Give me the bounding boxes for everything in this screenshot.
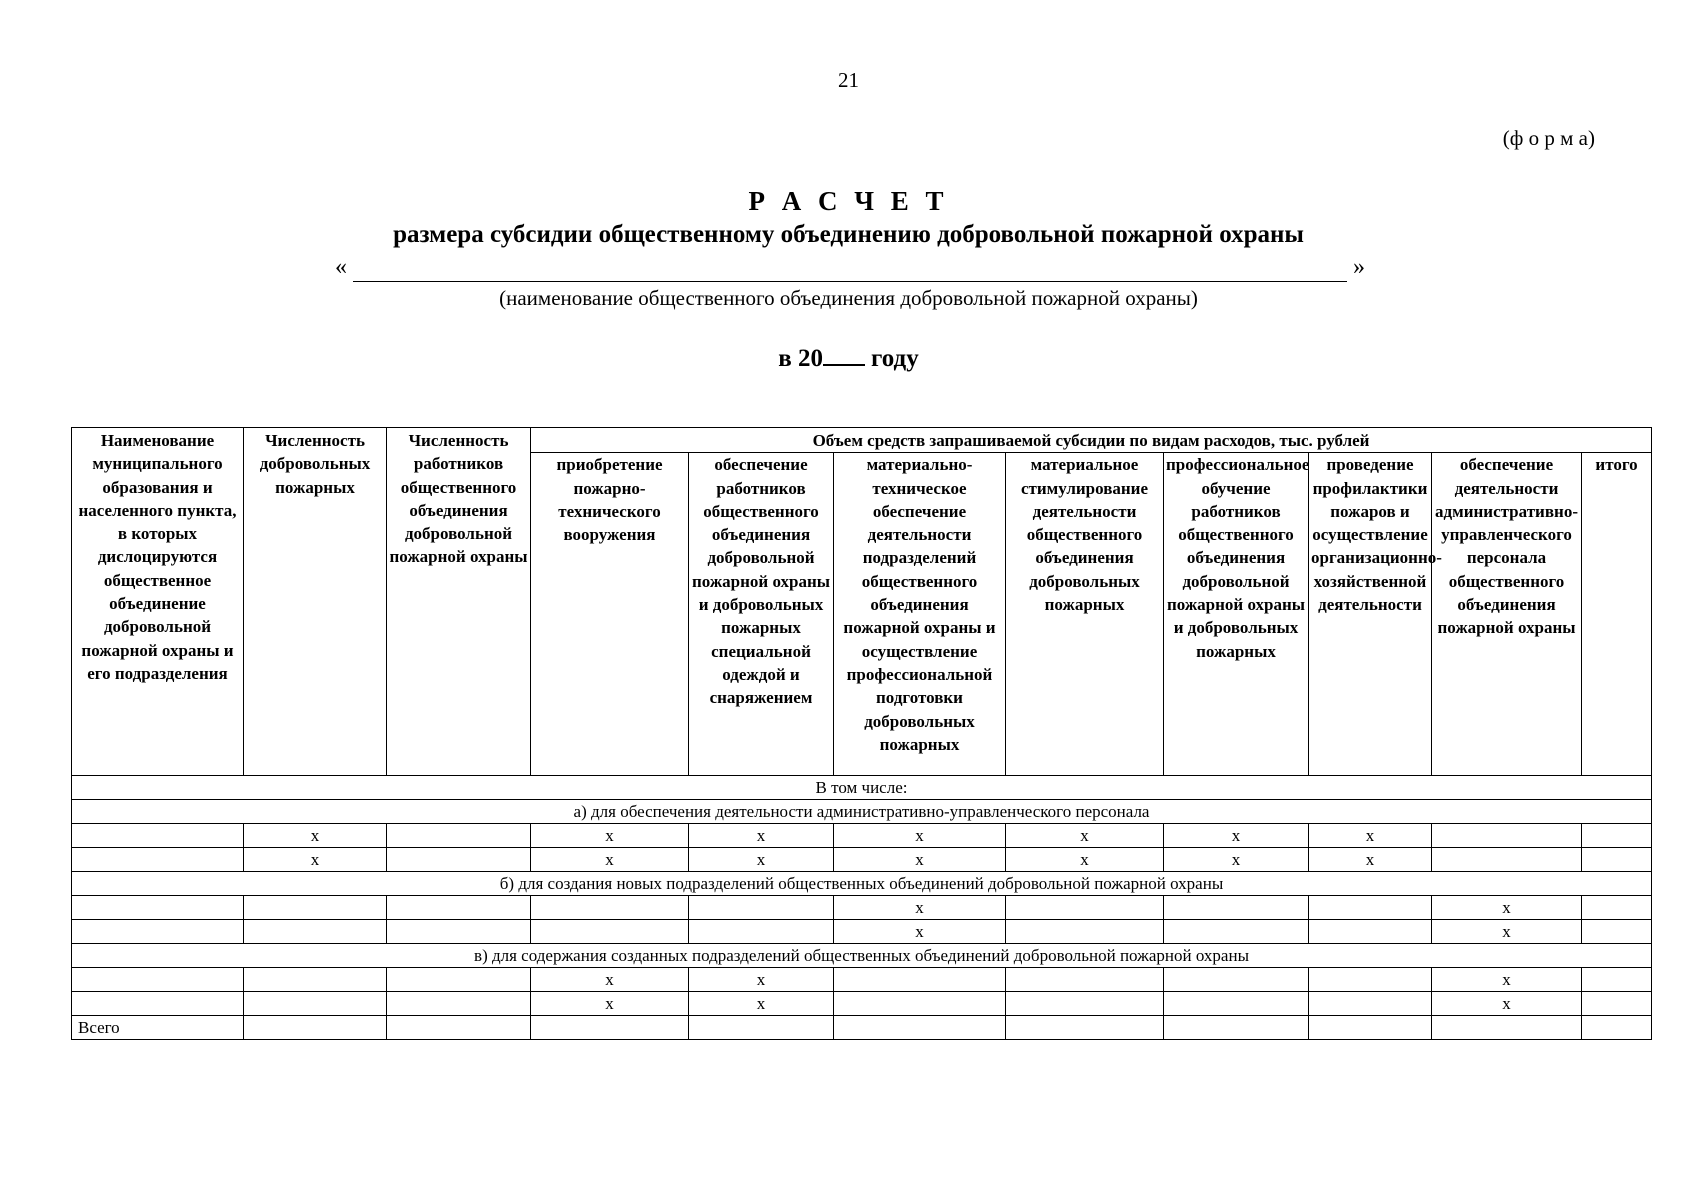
table-cell[interactable] <box>834 968 1006 992</box>
col-header-workers: Численность работников общественного объединения добровольной пожарной охраны <box>387 428 531 776</box>
table-cell[interactable] <box>1582 920 1652 944</box>
table-cell[interactable] <box>1582 824 1652 848</box>
table-cell[interactable]: х <box>1309 824 1432 848</box>
table-cell[interactable] <box>1582 848 1652 872</box>
table-cell[interactable]: х <box>689 824 834 848</box>
table-cell[interactable]: х <box>1164 848 1309 872</box>
table-cell[interactable] <box>387 992 531 1016</box>
organization-name-field <box>335 254 1365 282</box>
table-row <box>72 920 1652 944</box>
year-line <box>0 342 1697 373</box>
table-cell[interactable] <box>387 896 531 920</box>
sub-header-4: материальное стимулирование деятельности общественного объединения добровольных пожарных <box>1006 453 1164 776</box>
form-label: (ф о р м а) <box>1502 126 1595 150</box>
sub-header-1: приобретение пожарно-технического вооружения <box>531 453 689 776</box>
table-cell[interactable]: х <box>689 848 834 872</box>
quote-close: » <box>1353 254 1365 280</box>
table-cell[interactable] <box>72 992 244 1016</box>
table-cell[interactable] <box>1309 896 1432 920</box>
table-row <box>72 992 1652 1016</box>
table-row <box>72 848 1652 872</box>
intro-label: В том числе: <box>72 776 1652 800</box>
total-cell[interactable] <box>387 1016 531 1040</box>
table-cell[interactable]: х <box>1006 824 1164 848</box>
table-cell[interactable] <box>689 896 834 920</box>
table-cell[interactable] <box>244 920 387 944</box>
table-cell[interactable] <box>1164 968 1309 992</box>
table-cell[interactable]: х <box>1432 896 1582 920</box>
table-cell[interactable] <box>1006 920 1164 944</box>
table-cell[interactable] <box>1432 824 1582 848</box>
col-header-subsidy-group: Объем средств запрашиваемой субсидии по видам расходов, тыс. рублей <box>531 428 1652 453</box>
table-cell[interactable] <box>531 896 689 920</box>
table-cell[interactable]: х <box>531 968 689 992</box>
table-cell[interactable] <box>244 896 387 920</box>
table-cell[interactable]: х <box>689 968 834 992</box>
sub-header-6: проведение профилактики пожаров и осуществление организационно-хозяйственной деятельности <box>1309 453 1432 776</box>
quote-open: « <box>335 254 347 280</box>
table-cell[interactable]: х <box>531 824 689 848</box>
total-cell[interactable] <box>1582 1016 1652 1040</box>
table-cell[interactable] <box>72 968 244 992</box>
table-cell[interactable] <box>531 920 689 944</box>
table-cell[interactable] <box>244 968 387 992</box>
page-number: 21 <box>838 68 859 92</box>
section-label-row <box>72 800 1652 824</box>
total-cell[interactable] <box>1432 1016 1582 1040</box>
total-cell[interactable] <box>244 1016 387 1040</box>
table-cell[interactable]: х <box>1432 920 1582 944</box>
table-cell[interactable]: х <box>689 992 834 1016</box>
table-row <box>72 968 1652 992</box>
table-body <box>72 776 1652 1040</box>
table-cell[interactable] <box>72 848 244 872</box>
table-cell[interactable] <box>72 920 244 944</box>
table-cell[interactable] <box>1582 896 1652 920</box>
table-cell[interactable] <box>387 848 531 872</box>
total-cell[interactable] <box>1164 1016 1309 1040</box>
table-cell[interactable] <box>387 824 531 848</box>
table-cell[interactable] <box>1164 920 1309 944</box>
table-cell[interactable]: х <box>531 992 689 1016</box>
table-cell[interactable] <box>387 968 531 992</box>
document-subtitle: размера субсидии общественному объединению добровольной пожарной охраны <box>393 221 1304 248</box>
subsidy-calculation-table <box>71 427 1652 1040</box>
total-cell[interactable] <box>689 1016 834 1040</box>
table-cell[interactable] <box>1006 992 1164 1016</box>
table-cell[interactable]: х <box>1432 992 1582 1016</box>
total-cell[interactable] <box>834 1016 1006 1040</box>
table-cell[interactable]: х <box>1309 848 1432 872</box>
table-cell[interactable]: х <box>531 848 689 872</box>
table-cell[interactable] <box>834 992 1006 1016</box>
table-cell[interactable]: х <box>244 824 387 848</box>
table-cell[interactable]: х <box>834 896 1006 920</box>
table-cell[interactable] <box>1164 992 1309 1016</box>
section-label-row <box>72 944 1652 968</box>
sub-header-5: профессиональное обучение работников общественного объединения добровольной пожарной охраны и добровольных пожарных <box>1164 453 1309 776</box>
organization-name-caption: (наименование общественного объединения добровольной пожарной охраны) <box>499 286 1198 310</box>
sub-header-7: обеспечение деятельности административно-управленческого персонала общественного объединения пожарной охраны <box>1432 453 1582 776</box>
document-title: Р А С Ч Е Т <box>748 186 949 216</box>
table-cell[interactable] <box>244 992 387 1016</box>
total-label: Всего <box>72 1016 244 1040</box>
year-prefix: в 20 <box>778 345 824 372</box>
table-row <box>72 896 1652 920</box>
table-cell[interactable]: х <box>244 848 387 872</box>
total-row <box>72 1016 1652 1040</box>
table-cell[interactable]: х <box>1432 968 1582 992</box>
table-cell[interactable]: х <box>834 824 1006 848</box>
table-cell[interactable]: х <box>1006 848 1164 872</box>
year-blank <box>823 342 865 366</box>
total-cell[interactable] <box>1309 1016 1432 1040</box>
table-cell[interactable] <box>1164 896 1309 920</box>
table-cell[interactable] <box>1309 968 1432 992</box>
sub-header-8: итого <box>1582 453 1652 776</box>
table-cell[interactable] <box>1309 920 1432 944</box>
table-cell[interactable] <box>1006 968 1164 992</box>
table-cell[interactable] <box>72 896 244 920</box>
table-cell[interactable] <box>1309 992 1432 1016</box>
table-cell[interactable] <box>689 920 834 944</box>
table-cell[interactable] <box>387 920 531 944</box>
table-cell[interactable] <box>1006 896 1164 920</box>
section-label: б) для создания новых подразделений общественных объединений добровольной пожарной охраны <box>72 872 1652 896</box>
sub-header-2: обеспечение работников общественного объединения добровольной пожарной охраны и добровольных пожарных специальной одеждой и снаряжением <box>689 453 834 776</box>
table-cell[interactable] <box>1582 992 1652 1016</box>
table-row <box>72 824 1652 848</box>
year-suffix: году <box>871 345 919 372</box>
section-label: а) для обеспечения деятельности административно-управленческого персонала <box>72 800 1652 824</box>
table-cell[interactable]: х <box>834 920 1006 944</box>
table-cell[interactable] <box>1582 968 1652 992</box>
table-cell[interactable] <box>72 824 244 848</box>
section-label: в) для содержания созданных подразделений общественных объединений добровольной пожарной охраны <box>72 944 1652 968</box>
sub-header-3: материально-техническое обеспечение деятельности подразделений общественного объединения пожарной охраны и осуществление профессиональной подготовки добровольных пожарных <box>834 453 1006 776</box>
col-header-volunteers: Численность добровольных пожарных <box>244 428 387 776</box>
total-cell[interactable] <box>531 1016 689 1040</box>
organization-name-blank <box>353 281 1347 282</box>
intro-label-row <box>72 776 1652 800</box>
col-header-municipality: Наименование муниципального образования и населенного пункта, в которых дислоцируются общественное объединение добровольной пожарной охраны и его подразделения <box>72 428 244 776</box>
table-cell[interactable] <box>1432 848 1582 872</box>
total-cell[interactable] <box>1006 1016 1164 1040</box>
table-cell[interactable]: х <box>834 848 1006 872</box>
table-cell[interactable]: х <box>1164 824 1309 848</box>
section-label-row <box>72 872 1652 896</box>
